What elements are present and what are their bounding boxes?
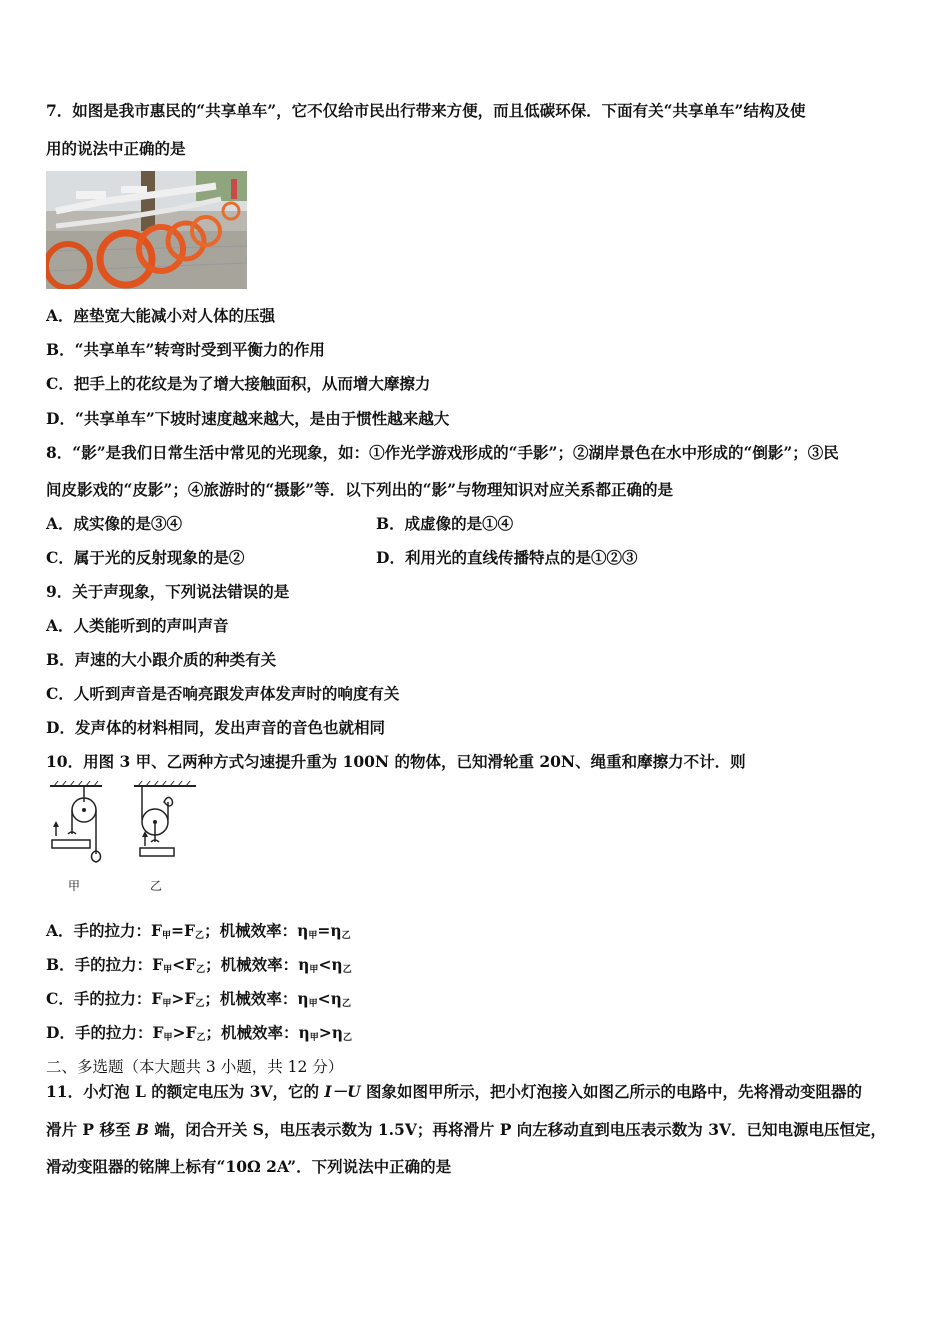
q10-option-b: B．手的拉力：$F_甲<F_乙$；机械效率：$\eta_甲<\eta_乙$ <box>46 955 352 975</box>
q9-stem: 9．关于声现象，下列说法错误的是 <box>46 582 290 601</box>
q8-option-b: B．成虚像的是①④ <box>376 514 514 533</box>
q11-stem-line1: 11．小灯泡 L 的额定电压为 3V，它的 I－U 图象如图甲所示，把小灯泡接入如图乙所示的电路中，先将滑动变阻器的 <box>46 1082 863 1101</box>
q7-option-a: A．座垫宽大能减小对人体的压强 <box>46 306 276 325</box>
q7-option-b: B．“共享单车”转弯时受到平衡力的作用 <box>46 340 325 359</box>
fig-label-jia: 甲 <box>68 879 81 893</box>
pulley-diagram <box>46 780 216 900</box>
q7-option-d: D．“共享单车”下坡时速度越来越大，是由于惯性越来越大 <box>46 409 450 428</box>
q9-option-c: C．人听到声音是否响亮跟发声体发声时的响度有关 <box>46 684 400 703</box>
q9-option-d: D．发声体的材料相同，发出声音的音色也就相同 <box>46 718 385 737</box>
q10-stem: 10．用图 3 甲、乙两种方式匀速提升重为 100N 的物体，已知滑轮重 20N、绳重和摩擦力不计．则 <box>46 752 746 771</box>
q8-option-a: A．成实像的是③④ <box>46 514 183 533</box>
q7-option-c: C．把手上的花纹是为了增大接触面积，从而增大摩擦力 <box>46 374 431 393</box>
q10-option-a: A．手的拉力：$F_甲=F_乙$；机械效率：$\eta_甲=\eta_乙$ <box>46 921 351 941</box>
q8-option-c: C．属于光的反射现象的是② <box>46 548 245 567</box>
q10-option-c: C．手的拉力：$F_甲>F_乙$；机械效率：$\eta_甲<\eta_乙$ <box>46 989 351 1009</box>
q9-option-b: B．声速的大小跟介质的种类有关 <box>46 650 277 669</box>
q9-option-a: A．人类能听到的声叫声音 <box>46 616 229 635</box>
section-heading: 二、多选题（本大题共 3 小题，共 12 分） <box>46 1058 344 1076</box>
q10-option-d: D．手的拉力：$F_甲>F_乙$；机械效率：$\eta_甲>\eta_乙$ <box>46 1023 353 1043</box>
q8-stem-line2: 间皮影戏的“皮影”；④旅游时的“摄影”等．以下列出的“影”与物理知识对应关系都正确的是 <box>46 480 673 499</box>
q11-stem-line3: 滑动变阻器的铭牌上标有“10Ω 2A”．下列说法中正确的是 <box>46 1157 452 1176</box>
q7-stem-line1: 7．如图是我市惠民的“共享单车”，它不仅给市民出行带来方便，而且低碳环保．下面有关“共享单车”结构及使 <box>46 101 806 120</box>
q8-option-d: D．利用光的直线传播特点的是①②③ <box>376 548 638 567</box>
shared-bike-photo <box>46 171 247 289</box>
q11-stem-line2: 滑片 P 移至 B 端，闭合开关 S，电压表示数为 1.5V；再将滑片 P 向左移动直到电压表示数为 3V．已知电源电压恒定， <box>46 1120 887 1139</box>
fig-label-yi: 乙 <box>150 879 163 893</box>
q8-stem-line1: 8．“影”是我们日常生活中常见的光现象，如：①作光学游戏形成的“手影”；②湖岸景色在水中形成的“倒影”；③民 <box>46 443 839 462</box>
q7-stem-line2: 用的说法中正确的是 <box>46 139 186 158</box>
